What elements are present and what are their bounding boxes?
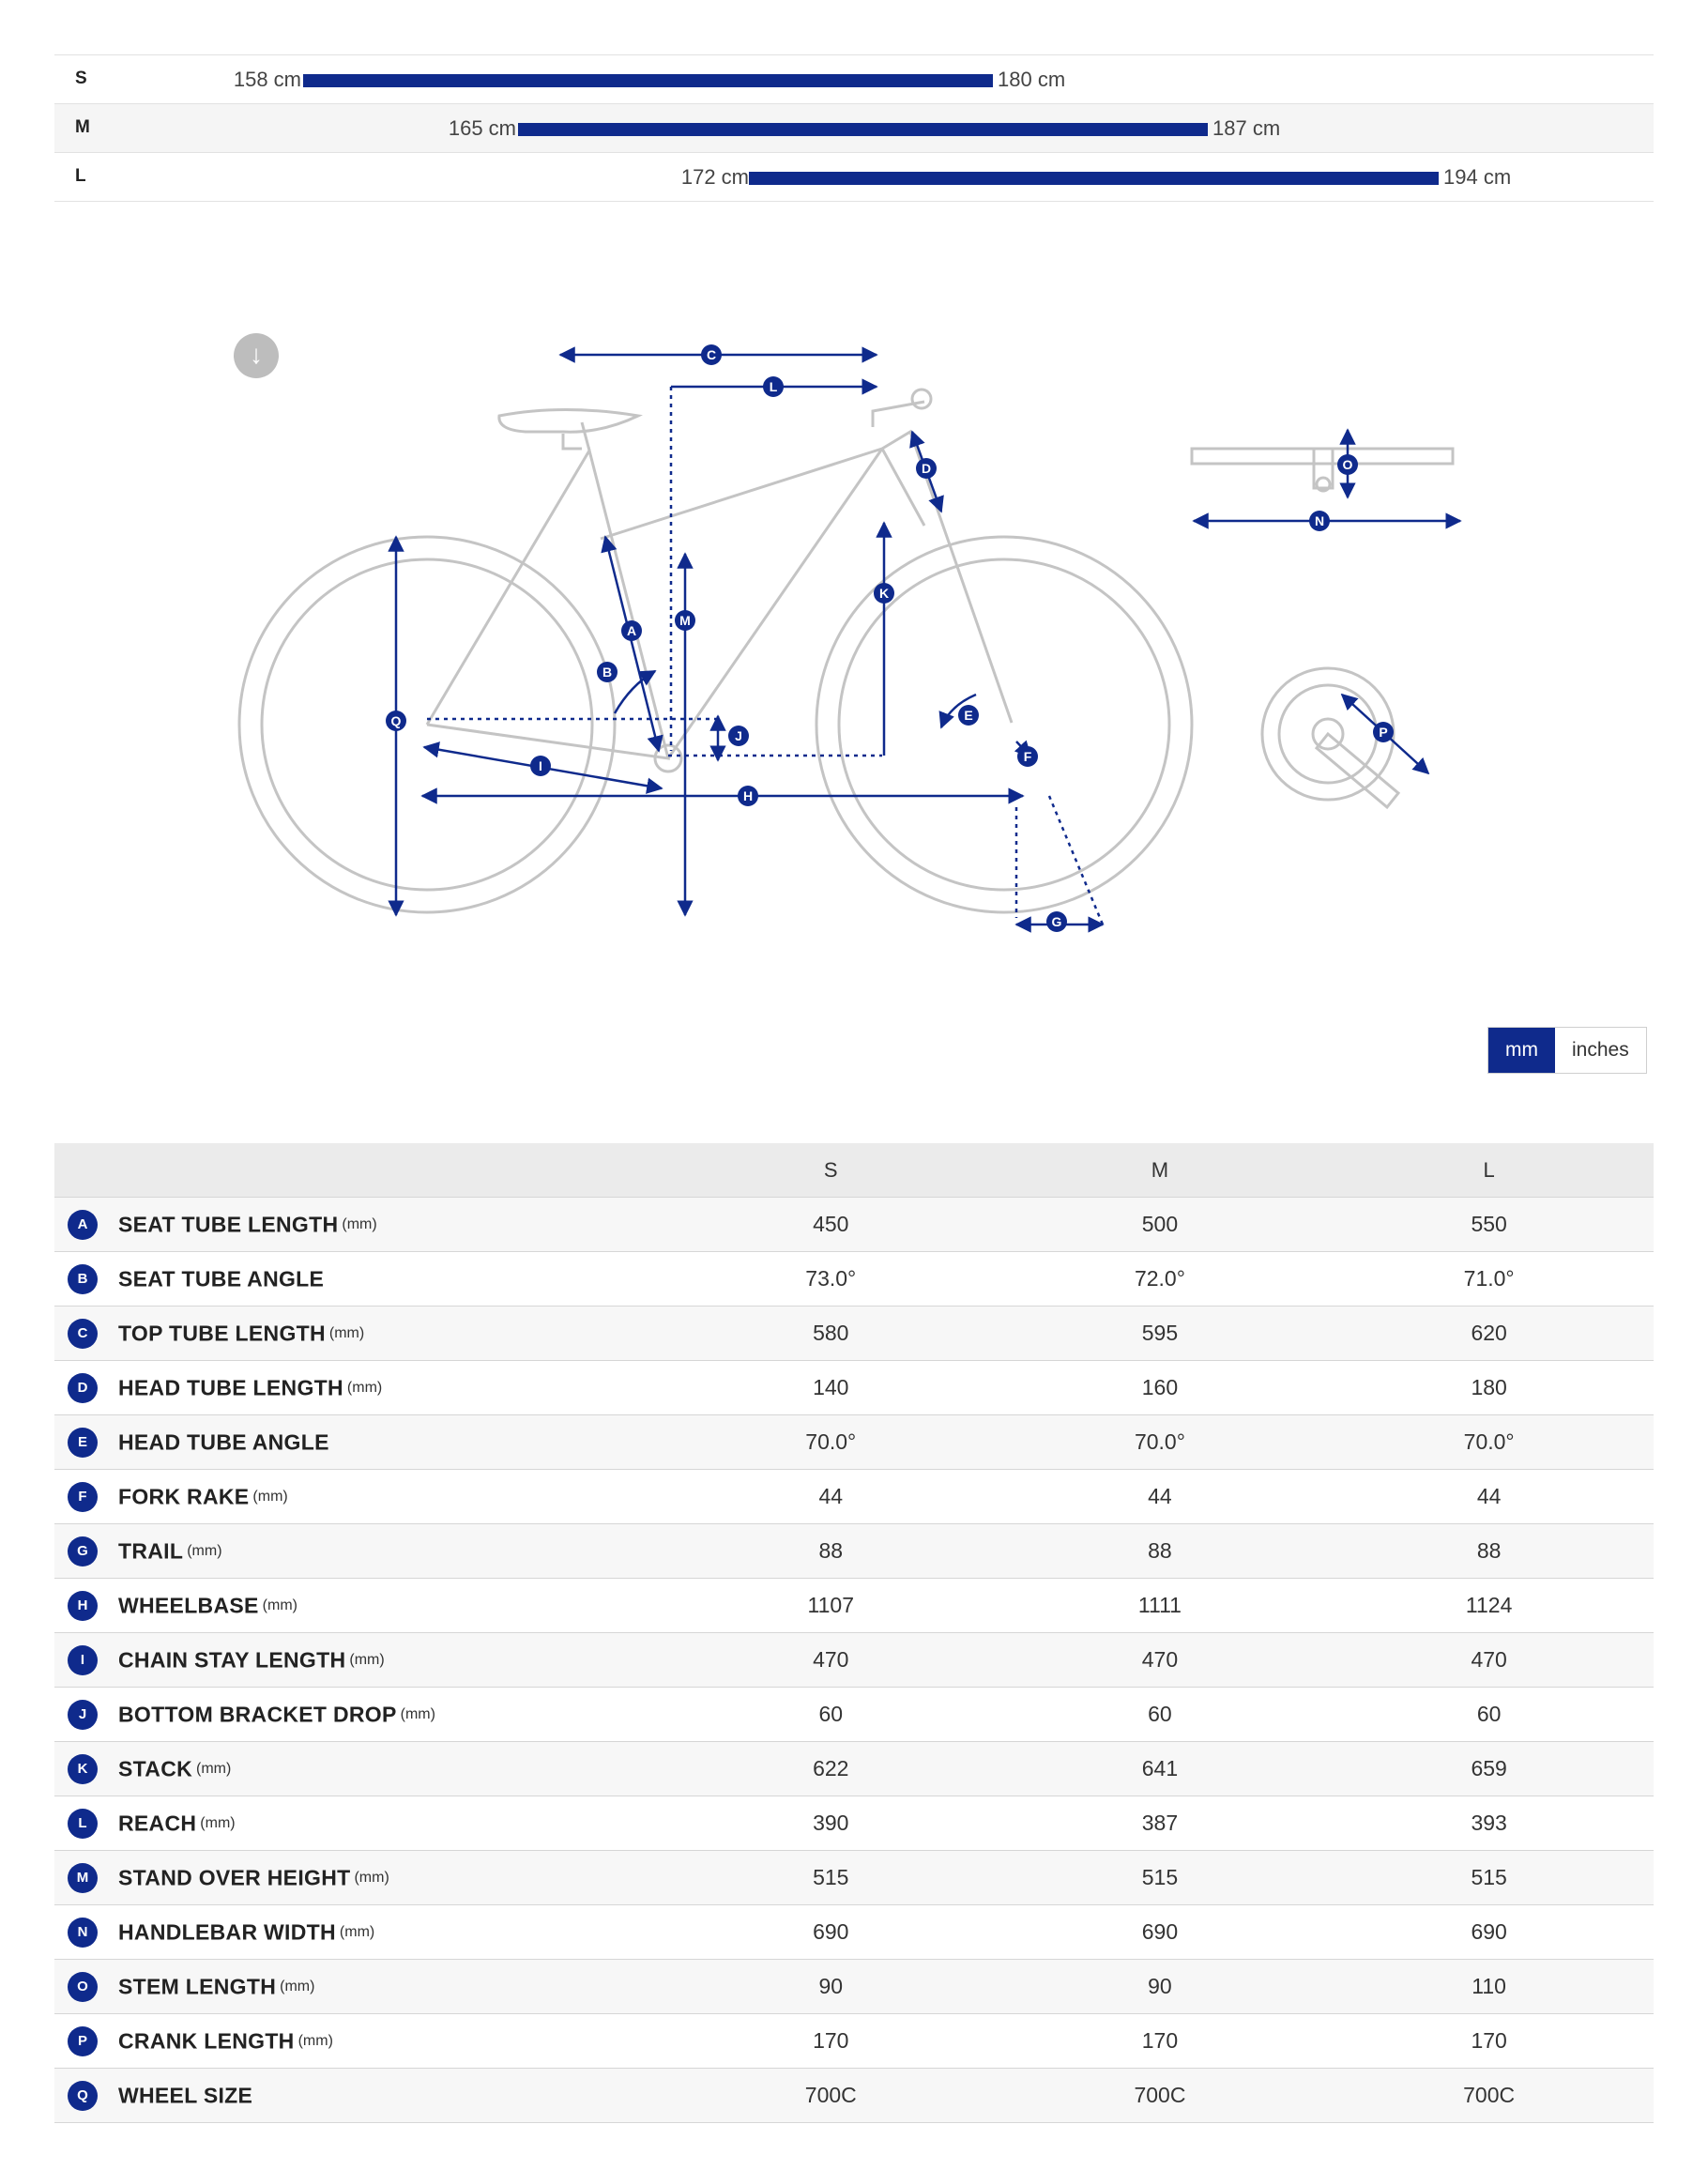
badge-a: [621, 620, 642, 641]
badge-f: [1017, 746, 1038, 767]
row-badge: L: [68, 1809, 98, 1839]
header-blank: [54, 1143, 666, 1198]
row-unit: (mm): [187, 1542, 222, 1559]
table-row: [54, 1198, 1654, 1252]
row-label: SEAT TUBE LENGTH: [118, 1212, 339, 1236]
table-row: [54, 1742, 1654, 1796]
cell-l: 1124: [1324, 1579, 1654, 1633]
badge-i: [530, 756, 551, 776]
badge-e: [958, 705, 979, 726]
row-unit: (mm): [297, 2032, 333, 2049]
row-badge: G: [68, 1536, 98, 1566]
row-unit: (mm): [342, 1215, 377, 1232]
table-row: [54, 1633, 1654, 1688]
table-row: [54, 1415, 1654, 1470]
row-unit: (mm): [262, 1597, 297, 1613]
svg-text:A: A: [626, 623, 637, 638]
cell-s: 622: [666, 1742, 996, 1796]
cell-m: 515: [996, 1851, 1325, 1905]
svg-text:P: P: [1379, 725, 1388, 740]
badge-j: [728, 726, 749, 746]
svg-text:K: K: [878, 586, 890, 601]
header-size-m: M: [996, 1143, 1325, 1198]
table-row: [54, 1361, 1654, 1415]
row-badge: A: [68, 1210, 98, 1240]
geometry-diagram: [0, 0, 1708, 976]
cell-l: 470: [1324, 1633, 1654, 1688]
badge-k: [874, 583, 894, 604]
svg-text:D: D: [921, 461, 932, 476]
download-arrow-icon: ↓: [250, 340, 263, 369]
header-size-s: S: [666, 1143, 996, 1198]
cell-m: 470: [996, 1633, 1325, 1688]
cell-l: 110: [1324, 1960, 1654, 2014]
table-row: [54, 1524, 1654, 1579]
cell-s: 170: [666, 2014, 996, 2069]
bike-frame: [239, 390, 1453, 912]
cell-s: 700C: [666, 2069, 996, 2123]
row-unit: (mm): [339, 1923, 375, 1940]
cell-m: 70.0°: [996, 1415, 1325, 1470]
size-label: S: [75, 69, 87, 88]
cell-m: 700C: [996, 2069, 1325, 2123]
unit-toggle: [1487, 1027, 1647, 1074]
cell-s: 44: [666, 1470, 996, 1524]
row-label: CRANK LENGTH: [118, 2028, 295, 2053]
row-unit: (mm): [328, 1324, 365, 1341]
badge-n: [1309, 511, 1330, 531]
cell-l: 690: [1324, 1905, 1654, 1960]
cell-l: 515: [1324, 1851, 1654, 1905]
cell-l: 71.0°: [1324, 1252, 1654, 1307]
badge-q: [386, 711, 406, 731]
cell-l: 60: [1324, 1688, 1654, 1742]
row-badge: I: [68, 1645, 98, 1675]
size-label: M: [75, 117, 90, 137]
cell-m: 72.0°: [996, 1252, 1325, 1307]
cell-m: 88: [996, 1524, 1325, 1579]
row-badge: C: [68, 1319, 98, 1349]
cell-s: 90: [666, 1960, 996, 2014]
cell-s: 580: [666, 1307, 996, 1361]
row-unit: (mm): [346, 1379, 383, 1396]
cell-s: 450: [666, 1198, 996, 1252]
row-label: HEAD TUBE ANGLE: [118, 1429, 329, 1454]
row-badge: K: [68, 1754, 98, 1784]
row-unit: (mm): [354, 1869, 389, 1886]
range-max: 180 cm: [998, 68, 1066, 91]
cell-s: 70.0°: [666, 1415, 996, 1470]
row-label: STACK: [118, 1756, 193, 1780]
badge-m: [675, 610, 695, 631]
cell-l: 700C: [1324, 2069, 1654, 2123]
cell-l: 393: [1324, 1796, 1654, 1851]
row-badge: J: [68, 1700, 98, 1730]
row-label: SEAT TUBE ANGLE: [118, 1266, 325, 1291]
row-label: BOTTOM BRACKET DROP: [118, 1702, 397, 1726]
table-row: [54, 2014, 1654, 2069]
cell-s: 470: [666, 1633, 996, 1688]
table-header-row: [54, 1143, 1654, 1198]
cell-s: 140: [666, 1361, 996, 1415]
cell-m: 170: [996, 2014, 1325, 2069]
badge-o: [1337, 454, 1358, 475]
row-unit: (mm): [400, 1705, 435, 1722]
header-size-l: L: [1324, 1143, 1654, 1198]
cell-l: 180: [1324, 1361, 1654, 1415]
cell-s: 515: [666, 1851, 996, 1905]
row-label: REACH: [118, 1811, 197, 1835]
badge-d: [916, 458, 937, 479]
svg-text:N: N: [1314, 513, 1325, 528]
row-badge: E: [68, 1428, 98, 1458]
row-badge: H: [68, 1591, 98, 1621]
row-badge: D: [68, 1373, 98, 1403]
svg-text:G: G: [1051, 914, 1062, 929]
cell-s: 73.0°: [666, 1252, 996, 1307]
cell-l: 70.0°: [1324, 1415, 1654, 1470]
row-label: HANDLEBAR WIDTH: [118, 1919, 336, 1944]
table-row: [54, 1960, 1654, 2014]
badge-c: [701, 344, 722, 365]
unit-inches-button[interactable]: inches: [1555, 1028, 1646, 1073]
row-label: WHEEL SIZE: [118, 2083, 253, 2107]
row-badge: P: [68, 2026, 98, 2056]
svg-text:O: O: [1342, 457, 1353, 472]
range-min: 158 cm: [233, 68, 301, 91]
row-badge: B: [68, 1264, 98, 1294]
badge-l: [763, 376, 784, 397]
size-label: L: [75, 166, 86, 186]
table-row: [54, 1470, 1654, 1524]
cell-l: 659: [1324, 1742, 1654, 1796]
svg-text:I: I: [539, 758, 542, 773]
cell-l: 88: [1324, 1524, 1654, 1579]
cell-s: 60: [666, 1688, 996, 1742]
row-unit: (mm): [252, 1488, 288, 1505]
cell-m: 690: [996, 1905, 1325, 1960]
cell-l: 550: [1324, 1198, 1654, 1252]
row-label: HEAD TUBE LENGTH: [118, 1375, 343, 1399]
cell-m: 44: [996, 1470, 1325, 1524]
row-label: WHEELBASE: [118, 1593, 259, 1617]
row-label: STEM LENGTH: [118, 1974, 277, 1998]
cell-m: 641: [996, 1742, 1325, 1796]
unit-mm-button[interactable]: mm: [1488, 1028, 1555, 1073]
row-unit: (mm): [280, 1978, 315, 1994]
row-label: CHAIN STAY LENGTH: [118, 1647, 346, 1672]
cell-m: 160: [996, 1361, 1325, 1415]
badge-h: [738, 786, 758, 806]
geometry-table: [54, 1143, 1654, 2123]
range-max: 187 cm: [1212, 116, 1281, 140]
cell-m: 1111: [996, 1579, 1325, 1633]
table-row: [54, 1905, 1654, 1960]
svg-text:F: F: [1023, 749, 1032, 764]
range-max: 194 cm: [1443, 165, 1512, 189]
cell-l: 620: [1324, 1307, 1654, 1361]
range-min: 165 cm: [448, 116, 516, 140]
badge-p: [1373, 722, 1394, 742]
svg-text:Q: Q: [390, 713, 402, 728]
svg-text:E: E: [964, 708, 973, 723]
row-badge: M: [68, 1863, 98, 1893]
cell-m: 90: [996, 1960, 1325, 2014]
cell-l: 44: [1324, 1470, 1654, 1524]
row-badge: N: [68, 1918, 98, 1948]
row-unit: (mm): [200, 1814, 236, 1831]
row-badge: F: [68, 1482, 98, 1512]
svg-text:J: J: [735, 728, 742, 743]
row-label: TOP TUBE LENGTH: [118, 1321, 326, 1345]
cell-s: 690: [666, 1905, 996, 1960]
svg-text:H: H: [742, 788, 754, 803]
table-row: [54, 1851, 1654, 1905]
badge-g: [1046, 911, 1067, 932]
cell-m: 500: [996, 1198, 1325, 1252]
svg-text:M: M: [679, 613, 691, 628]
table-row: [54, 1307, 1654, 1361]
row-label: STAND OVER HEIGHT: [118, 1865, 351, 1889]
table-row: [54, 1796, 1654, 1851]
row-label: FORK RAKE: [118, 1484, 250, 1508]
measure-lines: [396, 355, 1460, 925]
cell-s: 390: [666, 1796, 996, 1851]
svg-text:L: L: [769, 379, 778, 394]
row-badge: O: [68, 1972, 98, 2002]
row-label: TRAIL: [118, 1538, 184, 1563]
cell-m: 595: [996, 1307, 1325, 1361]
row-unit: (mm): [349, 1651, 385, 1668]
table-row: [54, 1688, 1654, 1742]
row-unit: (mm): [196, 1760, 232, 1777]
row-badge: Q: [68, 2081, 98, 2111]
cell-m: 387: [996, 1796, 1325, 1851]
range-min: 172 cm: [680, 165, 749, 189]
table-row: [54, 1579, 1654, 1633]
table-row: [54, 2069, 1654, 2123]
cell-s: 1107: [666, 1579, 996, 1633]
cell-l: 170: [1324, 2014, 1654, 2069]
svg-text:B: B: [602, 665, 613, 680]
cell-m: 60: [996, 1688, 1325, 1742]
cell-s: 88: [666, 1524, 996, 1579]
svg-text:C: C: [706, 347, 717, 362]
badge-b: [597, 662, 618, 682]
table-row: [54, 1252, 1654, 1307]
